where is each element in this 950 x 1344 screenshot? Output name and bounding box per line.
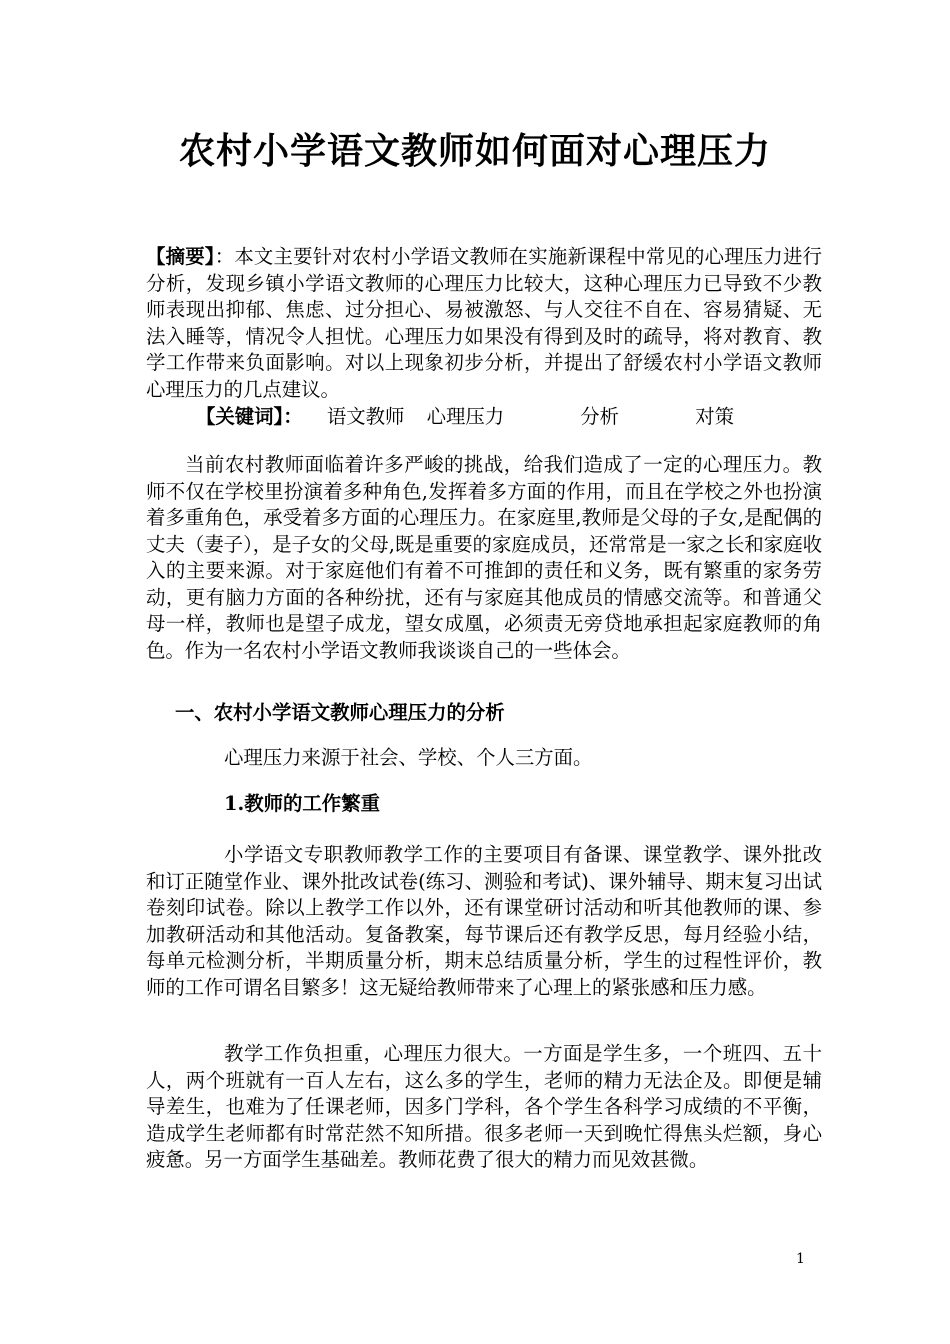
- pressure-source-text: 心理压力来源于社会、学校、个人三方面。: [224, 746, 593, 769]
- subsection-heading: 1.教师的工作繁重: [224, 792, 380, 815]
- keyword-item: 心理压力: [426, 405, 505, 428]
- keywords-colon: ：: [283, 405, 303, 428]
- abstract-paragraph: [146, 244, 822, 403]
- abstract-label: 【摘要】: [146, 245, 215, 268]
- keyword-item: 语文教师: [326, 405, 405, 428]
- workload-paragraph: 小学语文专职教师教学工作的主要项目有备课、课堂教学、课外批改和订正随堂作业、课外批改试卷(练习、测验和考试)、课外辅导、期末复习出试卷刻印试卷。除以上教学工作以外，还有课堂研讨活动和听其他教师的课、参加教研活动和其他活动。复备教案，每节课后还有教学反思，每月经验小结，每单元检测分析，半期质量分析，期末总结质量分析，学生的过程性评价，教师的工作可谓名目繁多！这无疑给教师带来了心理上的紧张感和压力感。: [146, 843, 822, 999]
- page-number: 1: [796, 1251, 805, 1267]
- keyword-item: 分析: [580, 405, 620, 428]
- keywords-line: [196, 404, 734, 430]
- keyword-item: 对策: [695, 405, 735, 428]
- section-heading: 一、农村小学语文教师心理压力的分析: [175, 701, 505, 724]
- burden-paragraph: 教学工作负担重，心理压力很大。一方面是学生多，一个班四、五十人，两个班就有一百人左右，这么多的学生，老师的精力无法企及。即便是辅导差生，也难为了任课老师，因多门学科，各个学生各科学习成绩的不平衡，造成学生老师都有时常茫然不知所措。很多老师一天到晚忙得焦头烂额，身心疲惫。另一方面学生基础差。教师花费了很大的精力而见效甚微。: [146, 1042, 822, 1171]
- page-title: 农村小学语文教师如何面对心理压力: [178, 131, 771, 172]
- abstract-colon: ：: [214, 245, 235, 268]
- abstract-text: 本文主要针对农村小学语文教师在实施新课程中常见的心理压力进行分析，发现乡镇小学语文教师的心理压力比较大，这种心理压力已导致不少教师表现出抑郁、焦虑、过分担心、易被激怒、与人交往不自在、容易猜疑、无法入睡等，情况令人担忧。心理压力如果没有得到及时的疏导，将对教育、教学工作带来负面影响。对以上现象初步分析，并提出了舒缓农村小学语文教师心理压力的几点建议。: [146, 245, 823, 401]
- keywords-label: 【关键词】: [196, 405, 284, 428]
- intro-paragraph: 当前农村教师面临着许多严峻的挑战，给我们造成了一定的心理压力。教师不仅在学校里扮演着多种角色,发挥着多方面的作用，而且在学校之外也扮演着多重角色，承受着多方面的心理压力。在家庭里,教师是父母的子女,是配偶的丈夫（妻子），是子女的父母,既是重要的家庭成员，还常常是一家之长和家庭收入的主要来源。对于家庭他们有着不可推卸的责任和义务，既有繁重的家务劳动，更有脑力方面的各种纷扰，还有与家庭其他成员的情感交流等。和普通父母一样，教师也是望子成龙，望女成凰，必须责无旁贷地承担起家庭教师的角色。作为一名农村小学语文教师我谈谈自己的一些体会。: [146, 453, 822, 662]
